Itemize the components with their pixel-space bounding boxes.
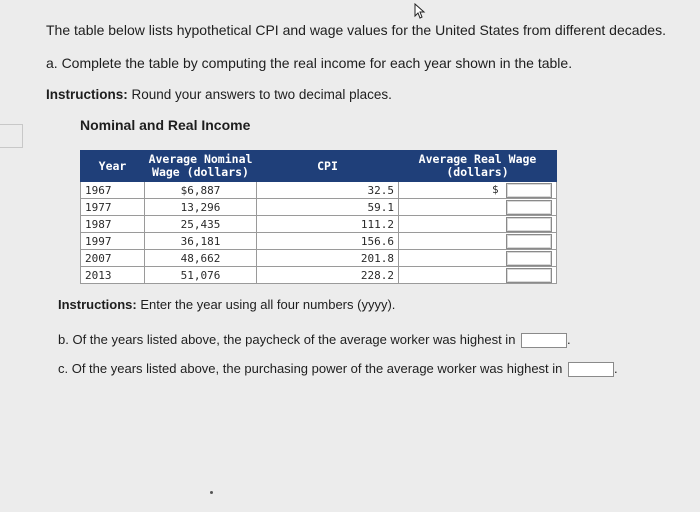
real-wage-cell xyxy=(399,250,557,267)
header-year: Year xyxy=(81,151,145,182)
instructions-text: Round your answers to two decimal places. xyxy=(127,87,392,102)
real-wage-cell xyxy=(399,182,557,199)
header-cpi: CPI xyxy=(257,151,399,182)
real-wage-input[interactable] xyxy=(506,234,552,249)
table-row xyxy=(81,250,557,267)
cpi-cell: 156.6 xyxy=(257,233,399,250)
cpi-cell: 59.1 xyxy=(257,199,399,216)
table-row xyxy=(81,182,557,199)
nominal-wage-cell: 48,662 xyxy=(145,250,257,267)
income-table xyxy=(80,150,557,284)
table-row xyxy=(81,199,557,216)
instructions-label: Instructions: xyxy=(58,297,137,312)
real-wage-input[interactable] xyxy=(506,251,552,266)
part-b-text: b. Of the years listed above, the paycheck of the average worker was highest in xyxy=(58,332,516,347)
real-wage-cell xyxy=(399,267,557,284)
part-c-answer-input[interactable] xyxy=(568,362,614,377)
stray-dot xyxy=(210,491,213,494)
part-b-suffix: . xyxy=(567,332,571,347)
side-tab xyxy=(0,124,23,148)
instructions-text: Enter the year using all four numbers (yyyy). xyxy=(136,297,396,312)
table-row xyxy=(81,216,557,233)
part-b-prompt xyxy=(58,332,571,348)
cpi-cell: 32.5 xyxy=(257,182,399,199)
cpi-cell: 111.2 xyxy=(257,216,399,233)
year-cell: 1967 xyxy=(81,182,145,199)
real-wage-input[interactable] xyxy=(506,200,552,215)
cpi-cell: 201.8 xyxy=(257,250,399,267)
part-c-text: c. Of the years listed above, the purchasing power of the average worker was highest in xyxy=(58,361,563,376)
intro-text: The table below lists hypothetical CPI and wage values for the United States from different decades. xyxy=(46,22,666,38)
table-row xyxy=(81,233,557,250)
real-wage-input[interactable] xyxy=(506,268,552,283)
year-cell: 2013 xyxy=(81,267,145,284)
part-c-prompt xyxy=(58,361,618,377)
header-real-wage: Average Real Wage (dollars) xyxy=(399,151,557,182)
part-a-prompt: a. Complete the table by computing the real income for each year shown in the table. xyxy=(46,55,573,71)
nominal-wage-cell: $6,887 xyxy=(145,182,257,199)
instructions-rounding xyxy=(46,87,392,102)
real-wage-cell xyxy=(399,199,557,216)
header-nominal-wage: Average Nominal Wage (dollars) xyxy=(145,151,257,182)
nominal-wage-cell: 36,181 xyxy=(145,233,257,250)
dollar-prefix: $ xyxy=(492,183,499,196)
nominal-wage-cell: 25,435 xyxy=(145,216,257,233)
instructions-label: Instructions: xyxy=(46,87,128,102)
real-wage-cell xyxy=(399,216,557,233)
nominal-wage-cell: 13,296 xyxy=(145,199,257,216)
real-wage-cell xyxy=(399,233,557,250)
part-c-suffix: . xyxy=(614,361,618,376)
instructions-year xyxy=(58,297,395,312)
cpi-cell: 228.2 xyxy=(257,267,399,284)
nominal-wage-cell: 51,076 xyxy=(145,267,257,284)
table-header-row xyxy=(81,151,557,182)
part-b-answer-input[interactable] xyxy=(521,333,567,348)
mouse-pointer-icon xyxy=(414,3,426,24)
year-cell: 1997 xyxy=(81,233,145,250)
real-wage-input[interactable] xyxy=(506,217,552,232)
year-cell: 1987 xyxy=(81,216,145,233)
real-wage-input[interactable] xyxy=(506,183,552,198)
year-cell: 1977 xyxy=(81,199,145,216)
year-cell: 2007 xyxy=(81,250,145,267)
table-row xyxy=(81,267,557,284)
table-title: Nominal and Real Income xyxy=(80,117,251,133)
